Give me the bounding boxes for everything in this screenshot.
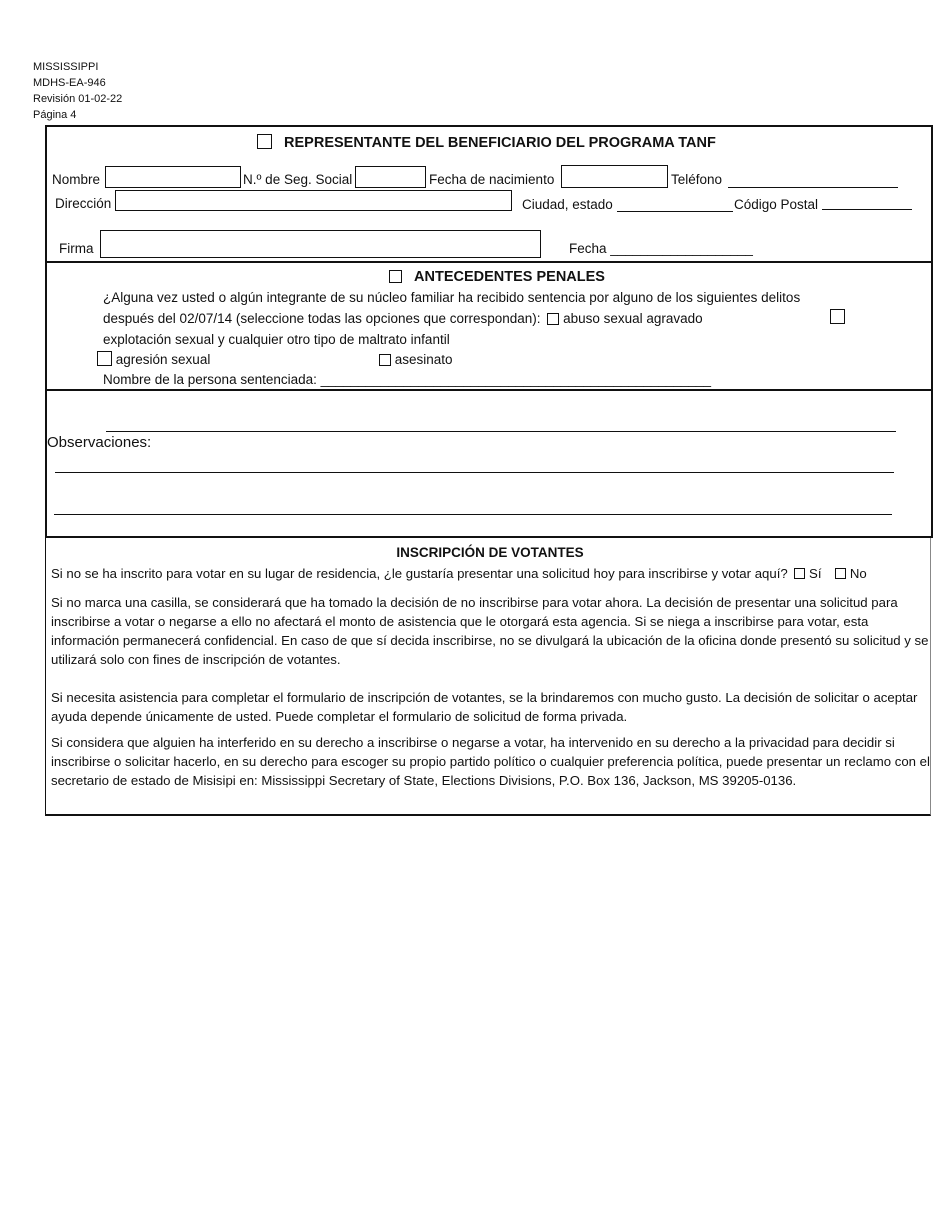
voter-paragraph-2: Si necesita asistencia para completar el formulario de inscripción de votantes, se la brindaremos con mucho gusto. La decisión de solicitar o aceptar ayuda depende únicamente de usted. Puede completar el formulario de solicitud de forma privada. bbox=[51, 690, 918, 724]
murder-label: asesinato bbox=[394, 352, 453, 367]
signature-input[interactable] bbox=[100, 230, 541, 258]
voter-no-label: No bbox=[849, 566, 867, 581]
dob-label: Fecha de nacimiento bbox=[429, 172, 555, 187]
voter-paragraph-1: Si no marca una casilla, se considerará que ha tomado la decisión de no inscribirse para votar ahora. La decisión de presentar una solicitud para inscribirse a votar o negarse a ello no afectará el monto de asistencia que le otorgará esta agencia. Si se niega a inscribirse para votar, esta información permanecerá confidencial. En caso de que sí decida inscribirse, no se divulgará la ubicación de la oficina donde presentó su solicitud y se utilizará solo con fines de inscripción de votantes. bbox=[51, 595, 929, 667]
criminal-question-line2-text: después del 02/07/14 (seleccione todas las opciones que correspondan): bbox=[103, 311, 541, 326]
ssn-input[interactable] bbox=[355, 166, 426, 188]
address-label: Dirección bbox=[55, 196, 112, 211]
city-state-line[interactable] bbox=[617, 211, 733, 212]
form-code: MDHS-EA-946 bbox=[33, 77, 106, 89]
criminal-title: ANTECEDENTES PENALES bbox=[414, 269, 605, 285]
criminal-question-line1: ¿Alguna vez usted o algún integrante de su núcleo familiar ha recibido sentencia por alguno de los siguientes delitos bbox=[103, 290, 801, 305]
phone-line[interactable] bbox=[728, 187, 898, 188]
date-label: Fecha ___________________ bbox=[569, 241, 753, 256]
form-revision: Revisión 01-02-22 bbox=[33, 93, 123, 105]
sexual-assault-checkbox[interactable] bbox=[97, 351, 112, 366]
voter-question-row bbox=[51, 566, 867, 581]
voter-yes-label: Sí bbox=[809, 566, 822, 581]
representative-title-row bbox=[257, 134, 716, 151]
address-input[interactable] bbox=[115, 190, 512, 211]
voter-title: INSCRIPCIÓN DE VOTANTES bbox=[396, 545, 584, 560]
criminal-question-line3: explotación sexual y cualquier otro tipo de maltrato infantil bbox=[103, 332, 450, 347]
aggravated-abuse-label: abuso sexual agravado bbox=[563, 311, 703, 326]
representative-title: REPRESENTANTE DEL BENEFICIARIO DEL PROGRAMA TANF bbox=[284, 135, 716, 151]
observations-section bbox=[45, 389, 933, 538]
representative-checkbox[interactable] bbox=[257, 134, 272, 149]
city-state-label: Ciudad, estado bbox=[522, 197, 613, 212]
phone-label: Teléfono bbox=[671, 172, 723, 187]
criminal-question-line2 bbox=[103, 309, 703, 329]
observations-line-3[interactable] bbox=[54, 514, 892, 515]
observations-line-1[interactable] bbox=[106, 431, 896, 432]
ssn-label: N.º de Seg. Social bbox=[243, 172, 353, 187]
voter-yes-checkbox[interactable] bbox=[794, 568, 805, 579]
state-name: MISSISSIPPI bbox=[33, 61, 99, 73]
name-label: Nombre bbox=[52, 172, 101, 187]
sentenced-name-field[interactable]: Nombre de la persona sentenciada: ____________________________________________________ bbox=[103, 372, 712, 387]
dob-input[interactable] bbox=[561, 165, 668, 188]
name-input[interactable] bbox=[105, 166, 241, 188]
zip-line[interactable] bbox=[822, 209, 912, 210]
observations-label: Observaciones: bbox=[47, 434, 152, 451]
voter-no-checkbox[interactable] bbox=[835, 568, 846, 579]
page-number: Página 4 bbox=[33, 109, 77, 121]
aggravated-abuse-checkbox[interactable] bbox=[547, 313, 559, 325]
sexual-assault-option bbox=[97, 350, 210, 370]
sexual-assault-label: agresión sexual bbox=[115, 352, 211, 367]
criminal-checkbox[interactable] bbox=[389, 270, 402, 283]
exploitation-checkbox[interactable] bbox=[830, 309, 845, 324]
voter-paragraph-3: Si considera que alguien ha interferido en su derecho a inscribirse o negarse a votar, ha intervenido en su derecho a la privacidad para decidir si inscribirse o solicitar hacerlo, en su derecho para escoger su propio partido político o cualquier preferencia política, puede presentar un reclamo con el secretario de estado de Misisipi en: Mississippi Secretary of State, Elections Divisions, P.O. Box 136, Jackson, MS 39205-0136. bbox=[51, 735, 930, 788]
voter-question: Si no se ha inscrito para votar en su lugar de residencia, ¿le gustaría presentar una solicitud hoy para inscribirse y votar aquí? bbox=[51, 566, 788, 581]
signature-label: Firma bbox=[59, 241, 94, 256]
criminal-title-row bbox=[389, 269, 605, 285]
murder-option bbox=[379, 350, 453, 370]
murder-checkbox[interactable] bbox=[379, 354, 391, 366]
zip-label: Código Postal bbox=[734, 197, 819, 212]
observations-line-2[interactable] bbox=[55, 472, 894, 473]
